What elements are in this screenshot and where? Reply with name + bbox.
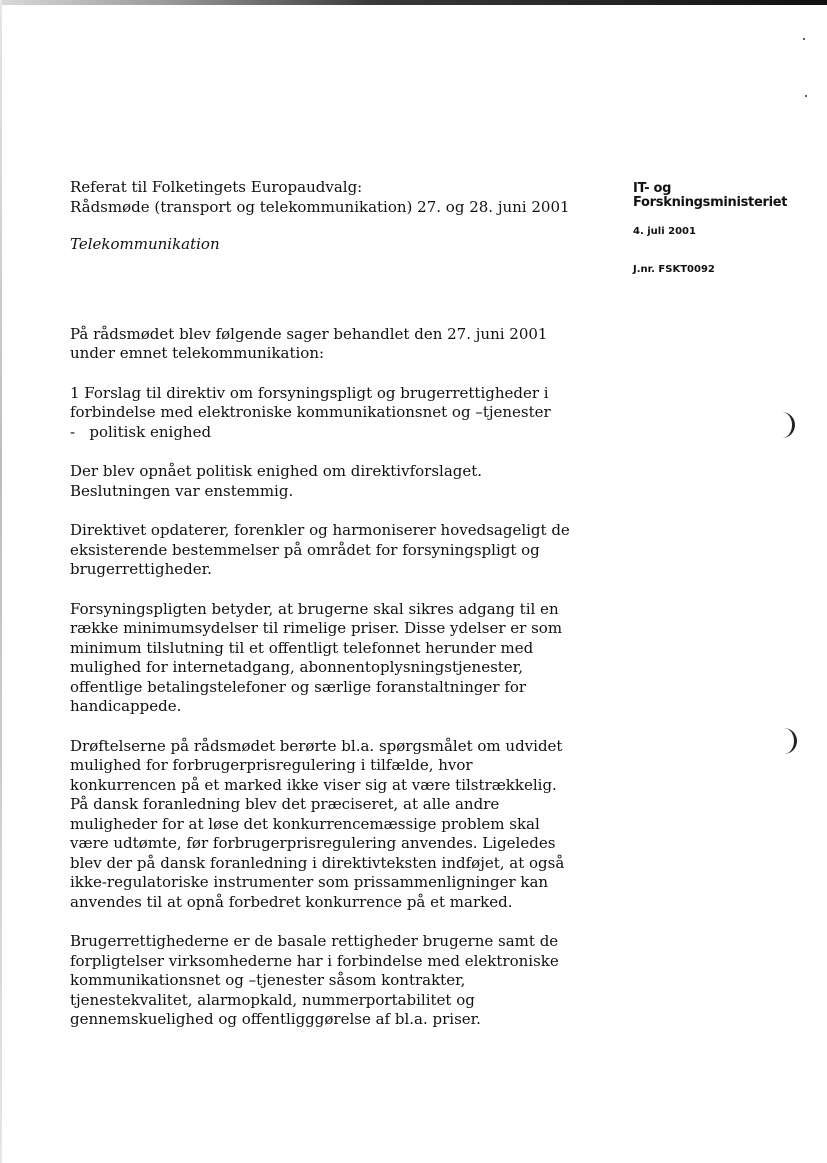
text-line: forpligtelser virksomhederne har i forbindelse med elektroniske [70,951,559,970]
text-line: Drøftelserne på rådsmødet berørte bl.a. spørgsmålet om udvidet [70,736,563,755]
text-line: mulighed for forbrugerprisregulering i tilfælde, hvor [70,756,473,774]
paragraph-user-rights [70,932,590,1030]
text-line: offentlige betalingstelefoner og særlige foranstaltninger for [70,677,527,696]
document-body [70,178,590,1030]
text-line: brugerrettigheder. [70,560,212,578]
paragraph-universal-service [70,600,590,717]
document-date: 4. juli 2001 [633,226,696,237]
text-line: 1 Forslag til direktiv om forsyningspligt og brugerrettigheder i [70,383,549,402]
text-line: mulighed for internetadgang, abonnentoplysningstjenester, [70,658,523,676]
text-line: konkurrencen på et marked ikke viser sig at være tilstrækkelig. [70,775,557,794]
text-line: ikke-regulatoriske instrumenter som prissammenligninger kan [70,873,549,891]
text-line: Beslutningen var enstemmig. [70,481,294,500]
intro-paragraph [70,325,590,364]
punch-hole-mark [780,728,797,754]
scan-speck [803,38,805,40]
header-recipient: Referat til Folketingets Europaudvalg: [70,178,363,196]
ministry-name-line: Forskningsministeriet [633,195,788,210]
text-line: muligheder for at løse det konkurrencemæssige problem skal [70,814,540,833]
text-line: anvendes til at opnå forbedret konkurrence på et marked. [70,892,513,911]
text-line: kommunikationsnet og –tjenester såsom kontrakter, [70,971,466,989]
text-line: under emnet telekommunikation: [70,344,325,362]
paragraph-discussions [70,737,590,913]
ministry-sidebar [633,182,813,275]
text-line: række minimumsydelser til rimelige priser. Disse ydelser er som [70,619,563,637]
journal-number: J.nr. FSKT0092 [633,264,715,275]
text-line: minimum tilslutning til et offentligt telefonnet herunder med [70,638,534,657]
paragraph-directive [70,521,590,580]
text-line: eksisterende bestemmelser på området for forsyningspligt og [70,540,540,559]
text-line: blev der på dansk foranledning i direktivteksten indføjet, at også [70,853,565,872]
agenda-item [70,384,590,443]
text-line: På rådsmødet blev følgende sager behandlet den 27. juni 2001 [70,324,548,343]
text-line: På dansk foranledning blev det præciseret, at alle andre [70,795,500,813]
ministry-name [633,182,813,210]
text-line: Brugerrettighederne er de basale rettigheder brugerne samt de [70,932,559,950]
text-line: Forsyningspligten betyder, at brugerne skal sikres adgang til en [70,599,559,618]
header-meeting: Rådsmøde (transport og telekommunikation) 27. og 28. juni 2001 [70,197,570,216]
paragraph-agreement [70,462,590,501]
text-line: handicappede. [70,697,182,715]
scan-speck [805,95,807,97]
punch-hole-mark [778,412,795,438]
text-line: forbindelse med elektroniske kommunikationsnet og –tjenester [70,403,551,421]
text-line: Der blev opnået politisk enighed om direktivforslaget. [70,462,483,480]
text-line: Direktivet opdaterer, forenkler og harmoniserer hovedsageligt de [70,521,570,539]
text-line: gennemskuelighed og offentligggørelse af bl.a. priser. [70,1010,481,1028]
scan-left-edge [0,0,2,1163]
text-line: tjenestekvalitet, alarmopkald, nummerportabilitet og [70,990,475,1009]
ministry-name-line: IT- og [633,181,672,196]
text-line: - politisk enighed [70,422,212,441]
text-line: være udtømte, før forbrugerprisregulering anvendes. Ligeledes [70,834,556,852]
document-header [70,178,590,217]
scan-top-edge [0,0,827,5]
section-title: Telekommunikation [70,235,220,253]
